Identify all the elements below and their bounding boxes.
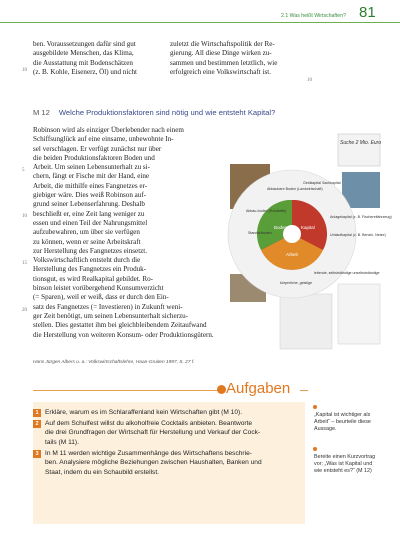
label-leitende: leitende, selbstständige unselbstständige [314, 271, 380, 275]
text-line: giebiger wäre. Dies weiß Robinson auf- [33, 191, 147, 200]
label-suche: Suche 2 Mio. Euro [340, 140, 382, 146]
text-line: Herstellung des Fangnetzes ein Produk- [33, 265, 147, 274]
text-line: (z. B. Kohle, Eisenerz, Öl) und nicht [33, 67, 138, 76]
text-line: zur Herstellung des Fangnetzes einsetzt. [33, 246, 148, 255]
body-text [33, 126, 214, 340]
line-number: 15 [22, 261, 27, 266]
section-title: Welche Produktionsfaktoren sind nötig und wie entsteht Kapital? [58, 108, 276, 117]
task-number: 3 [33, 450, 41, 458]
side-note-line: Arbeit“ – beurteile diese [314, 419, 371, 426]
ad-box [338, 134, 380, 166]
task-line: Staat, indem du ein Schaubild erstellst. [45, 468, 159, 476]
text-line: grund seiner Lebenserfahrung. Deshalb [33, 200, 145, 209]
task-line: Auf dem Schulfest willst du alkoholfreie Cocktails anbieten. Beantworte [45, 420, 253, 427]
label-kapital: Kapital [301, 225, 315, 230]
text-line: ben. Voraussetzungen dafür sind gut [33, 40, 136, 48]
text-line: (= Sparen), weil er weiß, dass er durch den Ein- [33, 293, 169, 302]
tasks-divider-right [300, 390, 308, 391]
text-line: die beiden Produktionsfaktoren Boden und [33, 153, 155, 162]
text-line: chern, fängt er Fische mit der Hand, eine [33, 172, 150, 181]
text-line: Arbeit. Um seinen Lebensunterhalt zu si- [33, 163, 151, 172]
label-umlaufkapital: Umlaufkapital (z. B. Benzin, Netze) [330, 233, 386, 237]
task-item [35, 419, 261, 447]
tasks-icon [217, 385, 226, 394]
text-line: die Ausstattung mit Bodenschätzen [33, 58, 133, 67]
page-number: 81 [359, 4, 376, 21]
text-line: zu können, wenn er seine Arbeitskraft [33, 237, 141, 246]
task-line: die drei Grundfragen der Wirtschaft für Herstellung und Verkauf der Cock- [45, 429, 261, 437]
side-note-marker [313, 447, 317, 451]
label-boden: Boden [274, 225, 288, 230]
text-line: sel verschlagen. Er verfügt zunächst nur über [33, 144, 162, 153]
text-line: Volkswirtschaftlich entsteht durch die [33, 256, 141, 265]
task-line: tails (M 11). [45, 438, 79, 446]
task-number: 2 [33, 420, 41, 428]
text-line: gierung. All diese Dinge wirken zu- [170, 49, 272, 58]
text-line: ausgebildete Menschen, das Klima, [33, 49, 134, 58]
tasks-box [33, 402, 305, 524]
side-note-line: vor: „Was ist Kapital und [314, 461, 373, 468]
text-line: sammen und bestimmen letztlich, wie [170, 58, 278, 67]
task-item [35, 449, 262, 477]
running-title: 2.1 Was heißt Wirtschaften? [281, 13, 346, 19]
label-abbauboden: Abbau-boden (Rohstoffe) [246, 209, 287, 213]
side-note-line: Aussage. [314, 426, 337, 433]
photo-document [280, 294, 332, 349]
task-item [35, 408, 243, 417]
task-line: In M 11 werden wichtige Zusammenhänge des Wirtschaftens beschrie- [45, 450, 252, 457]
side-note-line: wie entsteht es?“ (M 12) [314, 468, 372, 475]
section-code: M 12 [33, 108, 50, 117]
line-number: 10 [22, 68, 27, 73]
text-line: erfolgreich eine Volkswirtschaft ist. [170, 67, 271, 76]
text-line: tionsgut, es wird Realkapital gebildet. Ro- [33, 274, 153, 283]
text-line: beschließt er, eine Zeit lang weniger zu [33, 209, 145, 218]
source-citation: Hans Jürgen Albers u. a.: Volkswirtschaftslehre, Haan-Gruiten 1997, S. 27 f. [33, 360, 195, 365]
side-note-line: „Kapital ist wichtiger als [314, 412, 371, 418]
text-line: aufzubewahren, um über sie verfügen [33, 228, 140, 237]
line-number: 10 [307, 78, 312, 83]
text-line: binson leistet vorübergehend Konsumverzicht [33, 284, 164, 293]
continuation-right [170, 40, 277, 77]
label-anlagekapital: Anlagekapital (z. B. Fischereifahrzeug) [330, 215, 392, 219]
line-number: 20 [22, 308, 27, 313]
text-line: zuletzt die Wirtschaftspolitik der Re- [170, 40, 275, 48]
text-line: satz des Fangnetzes (= Investieren) in Zukunft weni- [33, 302, 183, 311]
task-line: ben. Analysiere mögliche Beziehungen zwischen Haushalten, Banken und [45, 459, 262, 467]
line-number: 10 [22, 214, 27, 219]
text-line: Arbeit, die mithilfe eines Fangnetzes er- [33, 181, 148, 190]
production-factors-figure [230, 134, 392, 354]
factors-diagram [230, 134, 392, 354]
label-koerperlich: körperliche, geistige [280, 281, 312, 285]
label-arbeit: Arbeit [286, 252, 298, 257]
side-note-line: Bereite einen Kurzvortrag [314, 454, 376, 460]
side-note [314, 412, 371, 434]
section-heading [33, 108, 275, 117]
photo-newspaper [338, 284, 380, 344]
text-line: essen und einen Teil der Nahrungsmittel [33, 218, 148, 227]
task-line: Erkläre, warum es im Schlaraffenland kein Wirtschaften gibt (M 10). [45, 409, 243, 416]
task-number: 1 [33, 409, 41, 417]
label-geldkapital: Geldkapital Sachkapital [303, 181, 341, 185]
side-note-marker [313, 405, 317, 409]
text-line: Robinson wird als einziger Überlebender nach einem [33, 126, 184, 134]
tasks-divider [33, 390, 219, 391]
line-number: 5 [22, 168, 25, 173]
text-line: ger Zeit benötigt, um seinen Lebensunterhalt sicherzu- [33, 311, 189, 320]
side-note [314, 454, 375, 476]
text-line: stellen. Dies gestattet ihm bei gleichbleibendem Zeitaufwand [33, 321, 207, 330]
label-agrar: Abbaubare Boden (Landwirtschaft) [267, 187, 323, 191]
header-rule [0, 22, 400, 23]
continuation-left [33, 40, 137, 77]
text-line: die Herstellung von weiteren Konsum- oder Produktionsgütern. [33, 330, 214, 339]
text-line: Schiffsunglück auf eine einsame, unbewohnte In- [33, 135, 174, 144]
tasks-heading: Aufgaben [226, 380, 291, 397]
label-standortboden: Standortboden [248, 231, 272, 235]
